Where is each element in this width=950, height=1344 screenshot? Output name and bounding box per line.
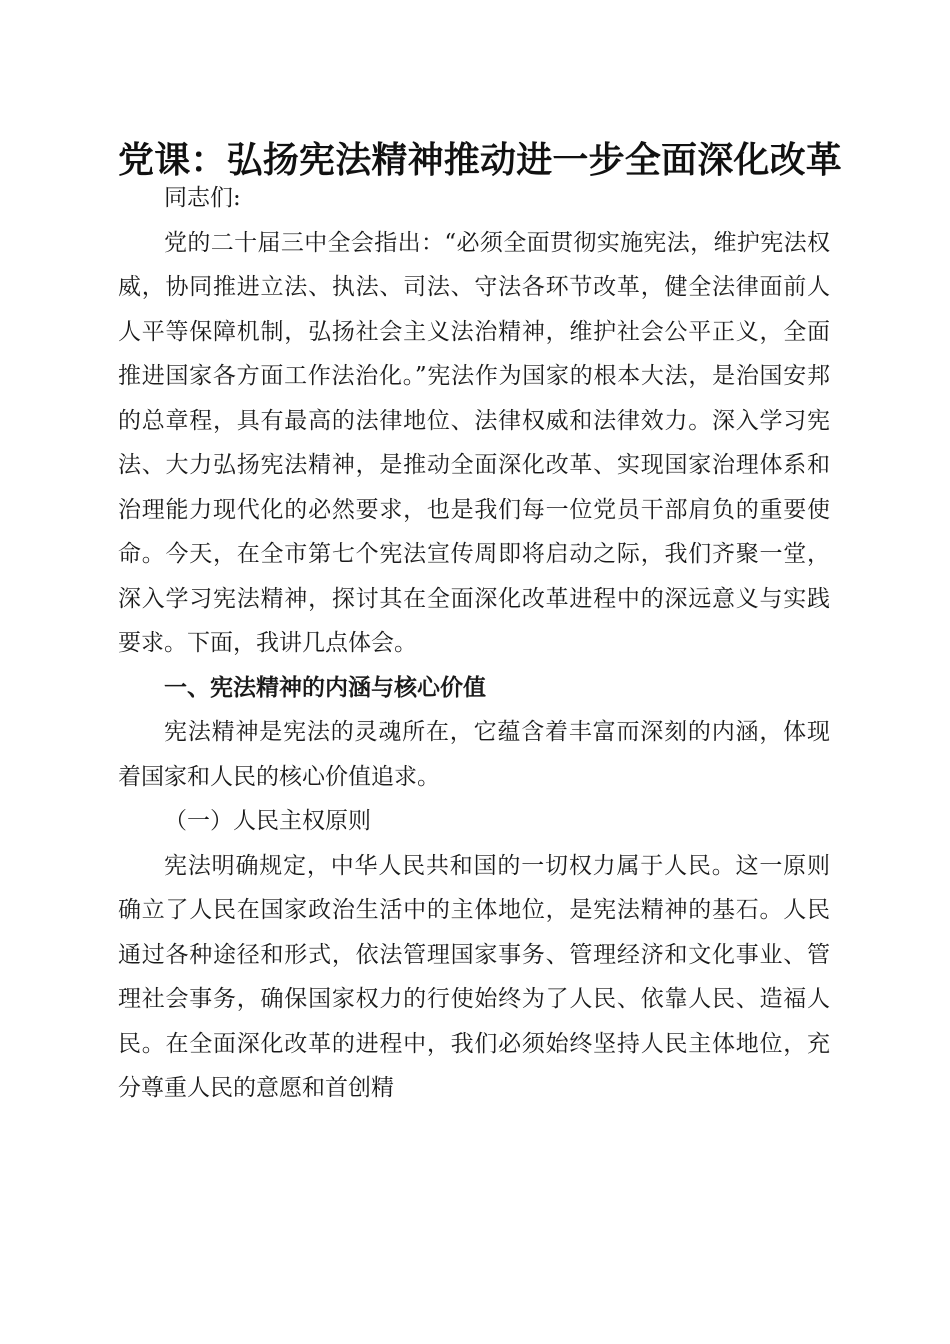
paragraph-people-sovereignty: 宪法明确规定，中华人民共和国的一切权力属于人民。这一原则确立了人民在国家政治生活中的主体地位，是宪法精神的基石。人民通过各种途径和形式，依法管理国家事务、管理经济和文化事业、管理社会事务，确保国家权力的行使始终为了人民、依靠人民、造福人民。在全面深化改革的进程中，我们必须始终坚持人民主体地位，充分尊重人民的意愿和首创精 — [118, 852, 830, 1101]
document-body — [118, 176, 830, 1111]
document-title: 党课：弘扬宪法精神推动进一步全面深化改革 — [118, 139, 843, 181]
salutation: 同志们: — [164, 185, 241, 211]
paragraph-section-intro: 宪法精神是宪法的灵魂所在，它蕴含着丰富而深刻的内涵，体现着国家和人民的核心价值追求。 — [118, 719, 830, 790]
section-heading: 一、宪法精神的内涵与核心价值 — [164, 674, 486, 701]
subsection-heading: （一）人民主权原则 — [164, 808, 371, 834]
paragraph-intro: 党的二十届三中全会指出：“必须全面贯彻实施宪法，维护宪法权威，协同推进立法、执法、司法、守法各环节改革，健全法律面前人人平等保障机制，弘扬社会主义法治精神，维护社会公平正义，全面推进国家各方面工作法治化。”宪法作为国家的根本大法，是治国安邦的总章程，具有最高的法律地位、法律权威和法律效力。深入学习宪法、大力弘扬宪法精神，是推动全面深化改革、实现国家治理体系和治理能力现代化的必然要求，也是我们每一位党员干部肩负的重要使命。今天，在全市第七个宪法宣传周即将启动之际，我们齐聚一堂，深入学习宪法精神，探讨其在全面深化改革进程中的深远意义与实践要求。下面，我讲几点体会。 — [118, 229, 830, 656]
